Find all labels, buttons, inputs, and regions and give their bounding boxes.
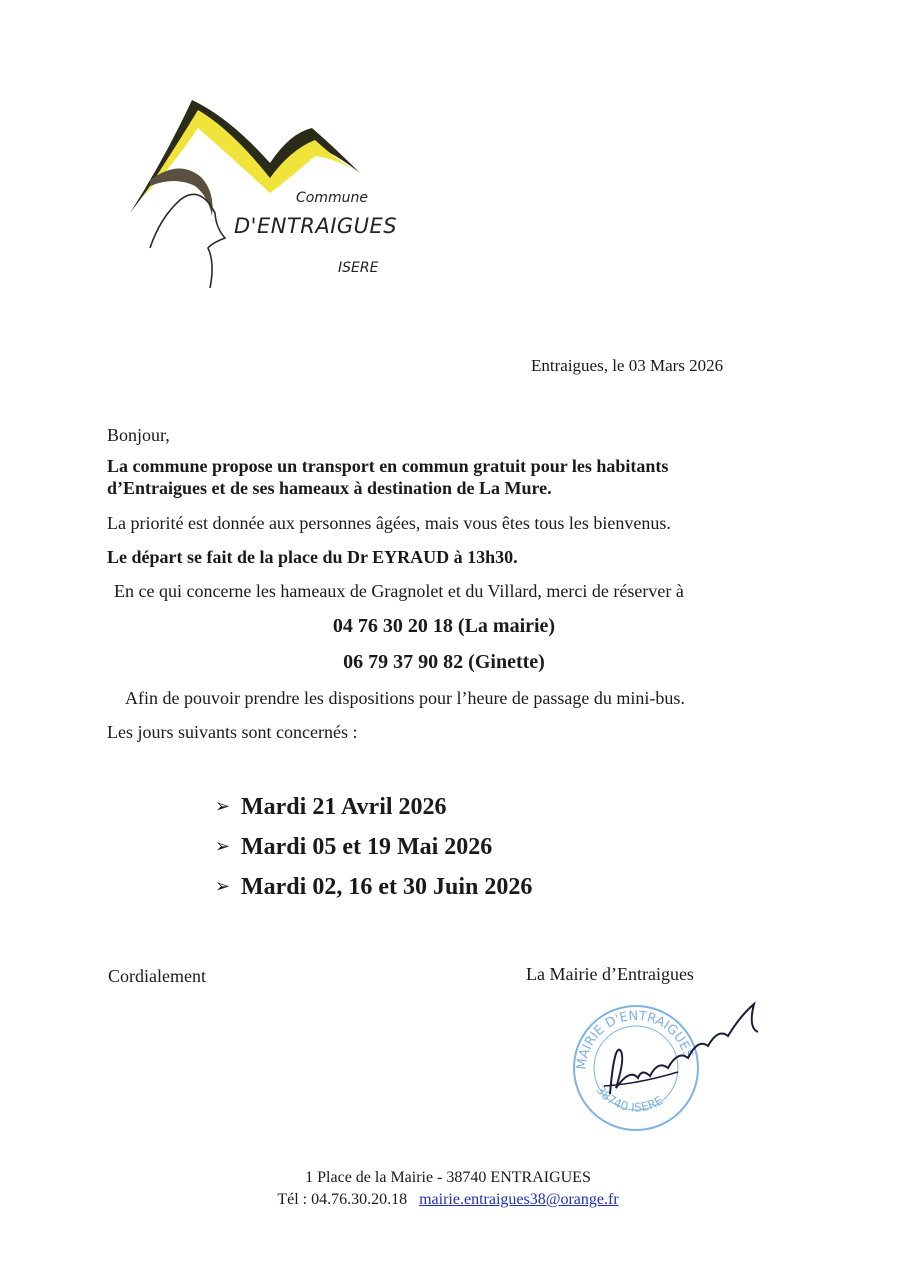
svg-text:38740 ISERE (593, 1083, 665, 1114)
phone-mairie: 04 76 30 20 18 (La mairie) (332, 615, 556, 637)
days-intro: Les jours suivants sont concernés : (107, 722, 358, 742)
arrow-bullet-icon: ➢ (215, 876, 231, 897)
list-item (215, 867, 532, 907)
letter-date: Entraigues, le 03 Mars 2026 (531, 356, 724, 375)
greeting: Bonjour, (107, 425, 170, 445)
purpose-paragraph: Afin de pouvoir prendre les dispositions pour l’heure de passage du mini-bus. (125, 688, 685, 708)
commune-logo (120, 88, 420, 298)
closing: Cordialement (108, 966, 206, 986)
departure-paragraph: Le départ se fait de la place du Dr EYRAUD à 13h30. (107, 547, 518, 567)
priority-paragraph: La priorité est donnée aux personnes âgées, mais vous êtes tous les bienvenus. (107, 513, 671, 533)
footer-email-link[interactable]: mairie.entraigues38@orange.fr (419, 1191, 619, 1208)
date-text: Mardi 02, 16 et 30 Juin 2026 (241, 874, 533, 900)
intro-paragraph (107, 455, 668, 499)
intro-line-2: d’Entraigues et de ses hameaux à destination de La Mure. (107, 478, 552, 498)
logo-department: ISERE (338, 260, 379, 276)
signatory: La Mairie d’Entraigues (526, 964, 694, 984)
footer-address: 1 Place de la Mairie - 38740 ENTRAIGUES (305, 1169, 591, 1186)
logo-commune-name: D'ENTRAIGUES (234, 214, 398, 238)
date-text: Mardi 21 Avril 2026 (241, 794, 447, 820)
stamp-top-text: MAIRIE D'ENTRAIGUES (574, 1008, 696, 1071)
footer-phone: Tél : 04.76.30.20.18 (277, 1191, 408, 1208)
intro-line-1: La commune propose un transport en commun gratuit pour les habitants (107, 456, 669, 476)
official-stamp (568, 998, 768, 1134)
footer-contact (0, 1191, 898, 1209)
stamp-seal-icon (568, 998, 768, 1134)
list-item (215, 787, 532, 827)
logo-commune-label: Commune (296, 190, 368, 206)
dates-list (215, 787, 532, 907)
list-item (215, 827, 532, 867)
stamp-bottom-text: 38740 ISERE (593, 1083, 666, 1115)
date-text: Mardi 05 et 19 Mai 2026 (241, 834, 493, 860)
phone-ginette: 06 79 37 90 82 (Ginette) (343, 651, 545, 673)
arrow-bullet-icon: ➢ (215, 836, 231, 857)
hamlets-paragraph: En ce qui concerne les hameaux de Gragnolet et du Villard, merci de réserver à (114, 581, 684, 601)
arrow-bullet-icon: ➢ (215, 796, 231, 817)
